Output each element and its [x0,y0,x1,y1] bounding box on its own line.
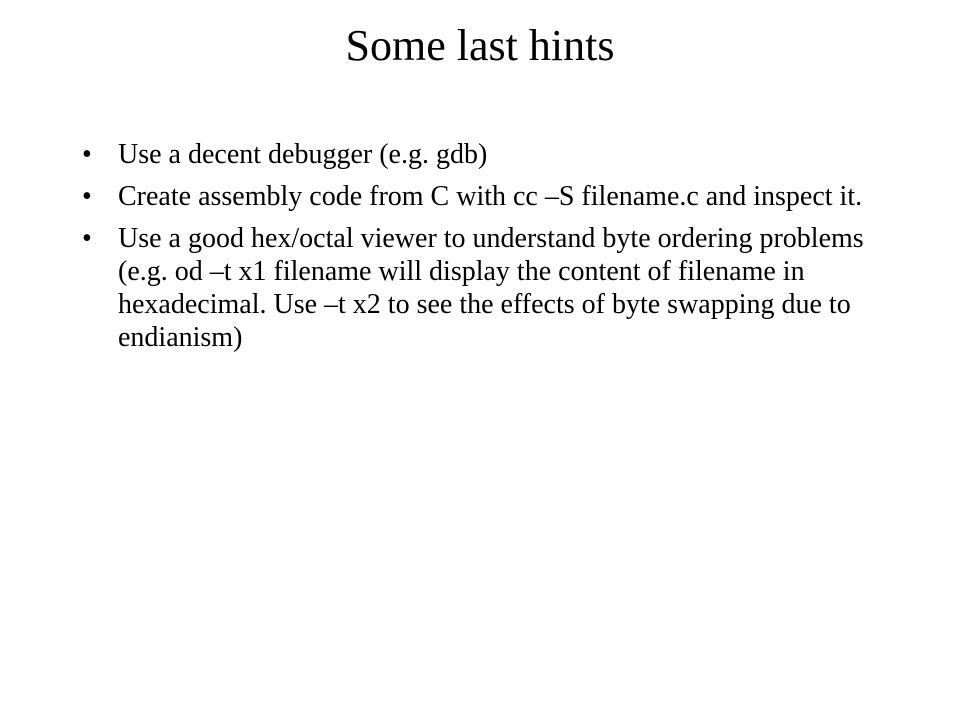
bullet-item-assembly [77,180,897,213]
bullet-text: Create assembly code from C with cc –S filename.c and inspect it. [118,181,863,212]
bullet-text: Use a good hex/octal viewer to understand byte ordering problems (e.g. od –t x1 filename will display the content of filename in hexadecimal. Use –t x2 to see the effects of byte swapping due to endianism) [118,223,864,353]
bullet-item-debugger [77,138,897,171]
bullet-item-hex-viewer [77,222,897,354]
bullet-icon: • [82,139,92,170]
bullet-list [77,138,897,363]
bullet-text: Use a decent debugger (e.g. gdb) [118,139,488,170]
bullet-icon: • [82,223,92,254]
bullet-icon: • [82,181,92,212]
slide-title: Some last hints [345,21,615,70]
